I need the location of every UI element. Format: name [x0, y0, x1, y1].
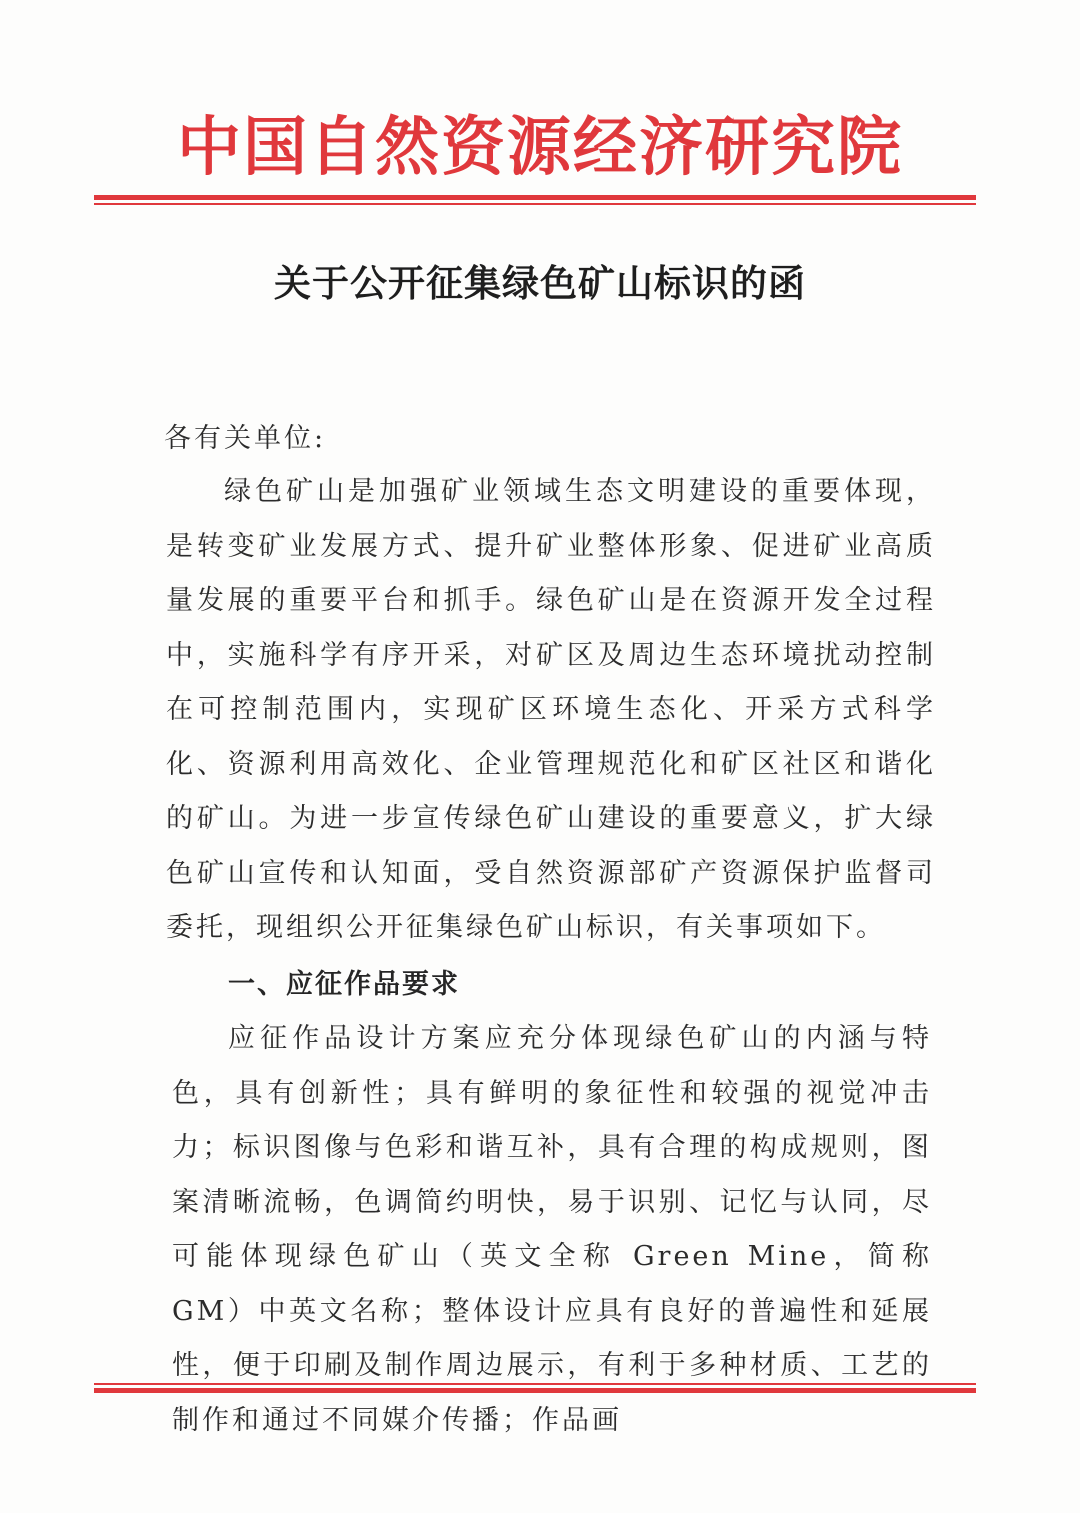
- body-paragraph-1: 绿色矿山是加强矿业领域生态文明建设的重要体现，是转变矿业发展方式、提升矿业整体形象、促进矿业高质量发展的重要平台和抓手。绿色矿山是在资源开发全过程中，实施科学有序开采，对矿区及周边生态环境扰动控制在可控制范围内，实现矿区环境生态化、开采方式科学化、资源利用高效化、企业管理规范化和矿区社区和谐化的矿山。为进一步宣传绿色矿山建设的重要意义，扩大绿色矿山宣传和认知面，受自然资源部矿产资源保护监督司委托，现组织公开征集绿色矿山标识，有关事项如下。: [166, 476, 936, 943]
- salutation: 各有关单位:: [164, 423, 327, 454]
- rule-thick-line: [94, 1388, 976, 1393]
- rule-thick-line: [94, 195, 976, 200]
- rule-thin-line: [94, 203, 976, 205]
- document-title: 关于公开征集绿色矿山标识的函: [274, 261, 806, 305]
- footer-red-rule: [94, 1383, 976, 1393]
- letterhead-red-rule: [94, 195, 976, 205]
- section-heading-1: 一、应征作品要求: [228, 969, 460, 1000]
- body-paragraph-2: 应征作品设计方案应充分体现绿色矿山的内涵与特色，具有创新性；具有鲜明的象征性和较强的视觉冲击力；标识图像与色彩和谐互补，具有合理的构成规则，图案清晰流畅，色调简约明快，易于识别、记忆与认同，尽可能体现绿色矿山（英文全称 Green Mine，简称 GM）中英文名称；整体设计应具有良好的普遍性和延展性，便于印刷及制作周边展示，有利于多种材质、工艺的制作和通过不同媒介传播；作品画: [172, 1023, 932, 1436]
- rule-thin-line: [94, 1383, 976, 1385]
- letterhead-org-name: 中国自然资源经济研究院: [177, 111, 903, 185]
